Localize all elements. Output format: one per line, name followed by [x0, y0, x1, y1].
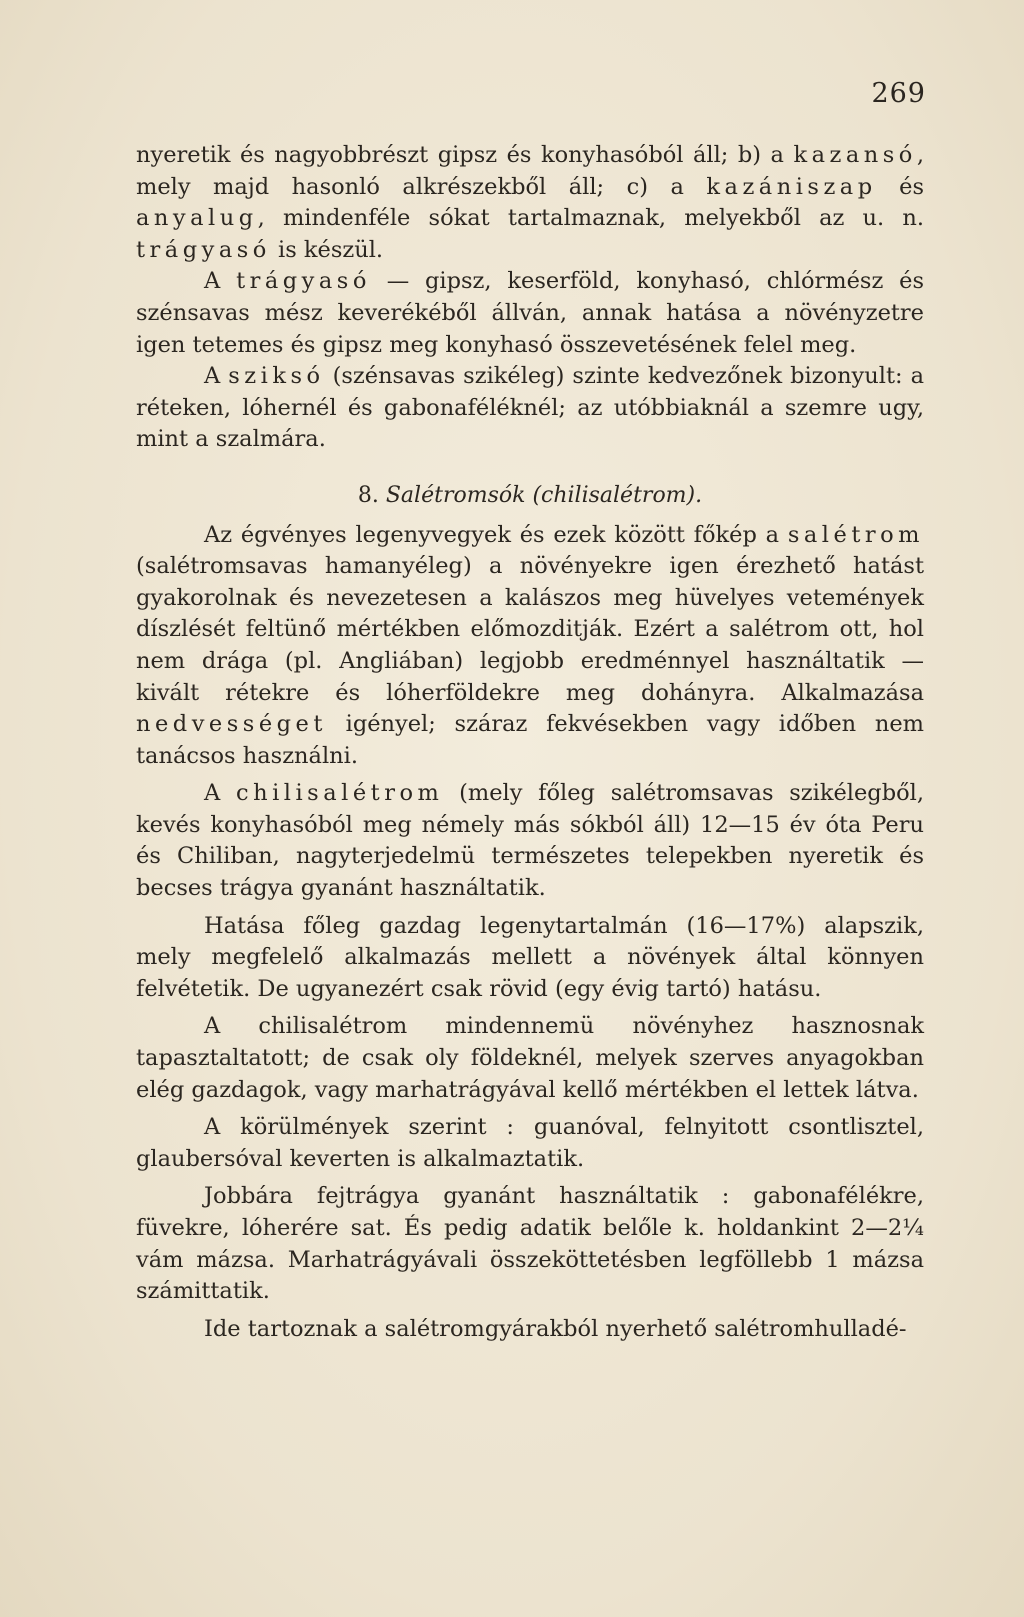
text-run: nyeretik és nagyobbrészt gipsz és konyhasóból áll; b) a [136, 142, 794, 168]
text-run: és [876, 173, 925, 200]
text-run: igényel; száraz fekvésekben vagy időben nem tanácsos használni. [136, 711, 924, 769]
paragraph-9: Jobbára fejtrágya gyanánt használtatik : gabonafélékre, füvekre, lóherére sat. És pedig adatik belőle k. holdankint 2—2¼ vám mázsa. Marhatrágyávali összeköttetésben legföllebb 1 mázsa számittatik. [136, 1183, 924, 1305]
text-run: A [204, 780, 236, 807]
paragraph-7: A chilisalétrom mindennemü növényhez hasznosnak tapasztaltatott; de csak oly földeknél, melyek szerves anyagokban elég gazdagok, vagy marhatrágyával kellő mértékben el lettek látva. [136, 1013, 924, 1103]
text-run: (salétromsavas hamanyéleg) a növényekre igen érezhető hatást gyakorolnak és nevezetesen a kalászos meg hüvelyes vetemények díszlését feltünő mértékben előmozditják. Ezért a salétrom ott, hol nem drága (pl. Angliában) legjobb eredménnyel használtatik — kivált rétekre és lóherföldekre meg dohányra. Alkalmazása [136, 553, 924, 706]
spaced-term: chilisalétrom [236, 780, 444, 807]
spaced-term: sziksó [228, 363, 325, 390]
spaced-term: nedvességet [136, 711, 327, 738]
paragraph-6: Hatása főleg gazdag legenytartalmán (16—17%) alapszik, mely megfelelő alkalmazás mellett a növények által könnyen felvétetik. De ugyanezért csak rövid (egy évig tartó) hatásu. [136, 912, 924, 1002]
text-run: A [204, 363, 229, 390]
section-heading [136, 480, 924, 512]
text-run: A [204, 268, 237, 295]
paragraph-10: Ide tartoznak a salétromgyárakból nyerhető salétromhulladé- [204, 1315, 907, 1342]
paragraph-4 [136, 520, 924, 773]
page-number: 269 [871, 78, 926, 109]
spaced-term: kazansó [793, 142, 917, 168]
spaced-term: trágyasó [236, 268, 371, 295]
paragraph-2 [136, 266, 924, 361]
page-body [136, 140, 924, 1345]
text-run: (szénsavas szikéleg) szinte kedvezőnek bizonyult: a réteken, lóhernél és gabonaféléknél; az utóbbiaknál a szemre ugy, mint a szalmára. [136, 363, 924, 453]
paragraph-5 [136, 778, 924, 904]
paragraph-3 [136, 361, 924, 456]
text-run: — gipsz, keserföld, konyhasó, chlórmész és szénsavas mész keverékéből állván, annak hatása a növényzetre igen tetemes és gipsz meg konyhasó összevetésének felel meg. [136, 268, 924, 358]
spaced-term: anyalug [136, 205, 258, 232]
section-subtitle: (chilisalétrom). [532, 482, 703, 508]
section-number: 8. [357, 482, 379, 508]
spaced-term: kazániszap [706, 173, 877, 200]
text-run: Az égvényes legenyvegyek és ezek között főkép a [204, 521, 788, 548]
text-run: , mindenféle sókat tartalmaznak, melyekből az u. n. [257, 205, 924, 232]
section-title: Salétromsók [385, 482, 526, 508]
paragraph-8: A körülmények szerint : guanóval, felnyitott csontlisztel, glaubersóval keverten is alkalmaztatik. [136, 1114, 924, 1172]
spaced-term: salétrom [787, 521, 924, 548]
text-run: (mely főleg salétromsavas szikélegből, kevés konyhasóból meg némely más sókból áll) 12—15 év óta Peru és Chiliban, nagyterjedelmü természetes telepekben nyeretik és becses trágya gyanánt használtatik. [136, 780, 924, 902]
spaced-term: trágyasó [136, 236, 271, 263]
text-run: , mely majd hasonló alkrészekből áll; c) a [136, 142, 924, 200]
paragraph-1 [136, 140, 924, 266]
text-run: is készül. [270, 236, 384, 263]
